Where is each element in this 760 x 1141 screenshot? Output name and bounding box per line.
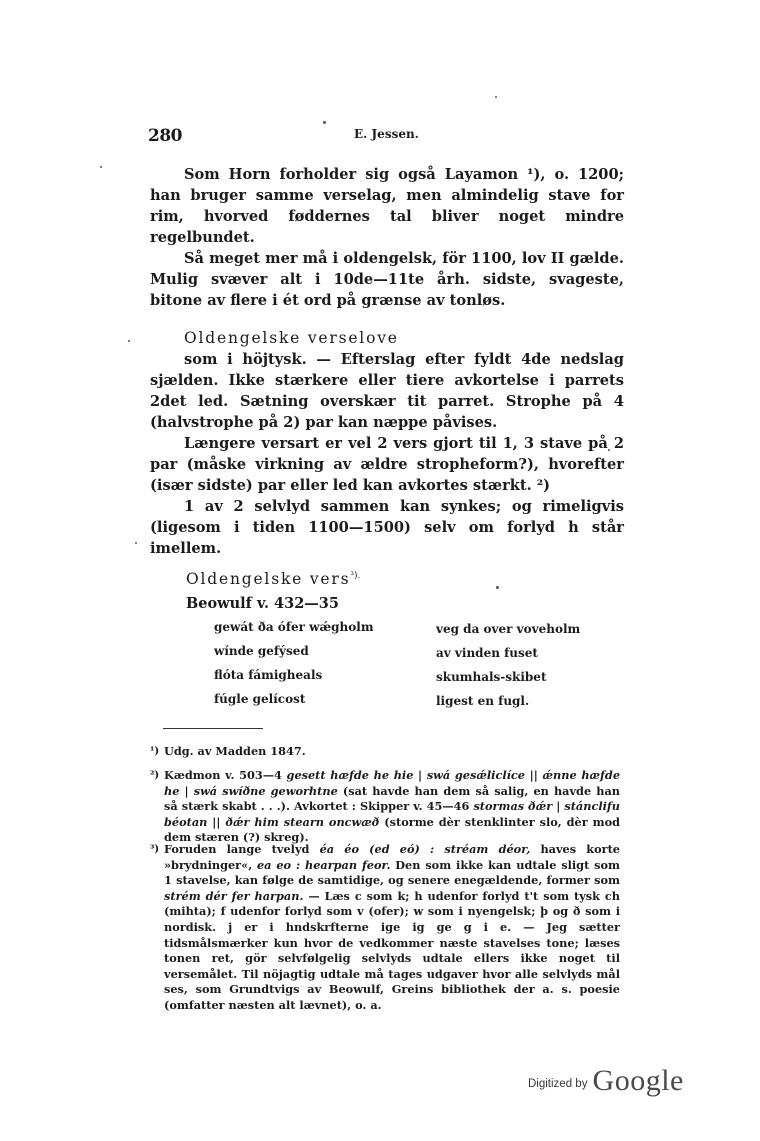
paragraph: som i höjtysk. — Efterslag efter fyldt 4de nedslag sjælden. Ikke stærkere eller tiere avkortelse i parrets 2det led. Sætning overskær tit parret. Strophe på 4 (halvstrophe på 2) par kan næppe påvises. [150, 351, 624, 431]
footnote-text: Udg. av Madden 1847. [164, 744, 306, 758]
footnote-1 [150, 744, 620, 760]
google-digitized-watermark [528, 1064, 684, 1097]
verse-translation-line: av vinden fuset [436, 646, 538, 660]
google-logo: Google [592, 1064, 684, 1097]
footnote-marker: ³). [350, 570, 361, 581]
verse-original-line: wínde gefýsed [214, 644, 309, 658]
paragraph: 1 av 2 selvlyd sammen kan synkes; og rimeligvis (ligesom i tiden 1100—1500) selv om forlyd h står imellem. [150, 498, 624, 557]
footnote-rule [163, 728, 263, 729]
verse-original-line: gewát ða ófer wǽgholm [214, 620, 374, 634]
running-head: E. Jessen. [354, 127, 419, 141]
verse-original-line: fúgle gelícost [214, 692, 306, 706]
scan-speck [495, 96, 497, 98]
scan-speck [323, 121, 326, 124]
intro-text [150, 164, 624, 311]
watermark-prefix: Digitized by [528, 1078, 588, 1090]
footnote-2: ²) Kædmon v. 503—4 gesett hæfde he hie | swá gesǽliclíce || ǽnne hæfde he | swá swíðne geworhtne (sat havde han dem så salig, en havde han så stærk skabt . . .). Avkortet : Skipper v. 45—46 stormas ðǽr | stánclifu béotan || ðǽr him stearn oncwæð (storme dèr stenklinter slo, dèr mod dem stæren (?) skreg). [150, 768, 621, 845]
page-header [148, 126, 618, 146]
section-verselove [150, 328, 624, 559]
paragraph: Så meget mer må i oldengelsk, för 1100, lov II gælde. Mulig svæver alt i 10de—11te årh. sidste, svageste, bitone av flere i ét ord på grænse av tonløs. [150, 250, 624, 309]
paragraph: Længere versart er vel 2 vers gjort til 1, 3 stave på 2 par (måske virkning av ældre stropheform?), hvorefter (især sidste) par eller led kan avkortes stærkt. ²) [150, 435, 624, 494]
verse-translation-line: veg da over voveholm [436, 622, 581, 636]
footnote-3: ³) Foruden lange tvelyd éa éo (ed eó) : stréam déor, haves korte »brydninger«, ea eo : hearpan feor. Den som ikke kan udtale sligt som 1 stavelse, kan følge de samtidige, og senere enegældende, former som strém dér fer harpan. — Læs c som k; h udenfor forlyd t't som tysk ch (mihta); f udenfor forlyd som v (ofer); w som i nyengelsk; þ og ð som i nordisk. j er i hndskrfterne ige ig ge g i e. — Jeg sætter tidsmålsmærker kun hvor de vedkommer næste stavelses tone; læses tonen ret, gör selvfølgelig selvlyds udtale ellers ikke noget til versemålet. Til nöjagtig udtale må tages udgaver hvor alle selvlyds mål ses, som Grundtvigs av Beowulf, Greins bibliothek der a. s. poesie (omfatter næsten alt lævnet), o. a. [150, 842, 621, 1012]
verse-translation-line: skumhals-skibet [436, 670, 547, 684]
scan-speck [496, 586, 499, 589]
footnote-label: ¹) [150, 746, 160, 757]
footnote-label: ²) [150, 770, 160, 781]
verse-title: Oldengelske vers$^{^3).}$ [186, 570, 361, 588]
paragraph: Som Horn forholder sig også Layamon ¹), o. 1200; han bruger samme verselag, men almindelig stave for rim, hvorved føddernes tal bliver noget mindre regelbundet. [150, 166, 624, 246]
verse-original-line: flóta fámigheals [214, 668, 323, 682]
scan-speck [100, 166, 102, 168]
verse-translation-line: ligest en fugl. [436, 694, 530, 708]
scan-speck [128, 340, 130, 342]
footnote-label: ³) [150, 844, 160, 855]
scan-speck [135, 542, 137, 544]
page-number: 280 [148, 126, 182, 146]
verse-reference: Beowulf v. 432—35 [186, 595, 339, 612]
section-title: Oldengelske verselove [184, 329, 399, 347]
